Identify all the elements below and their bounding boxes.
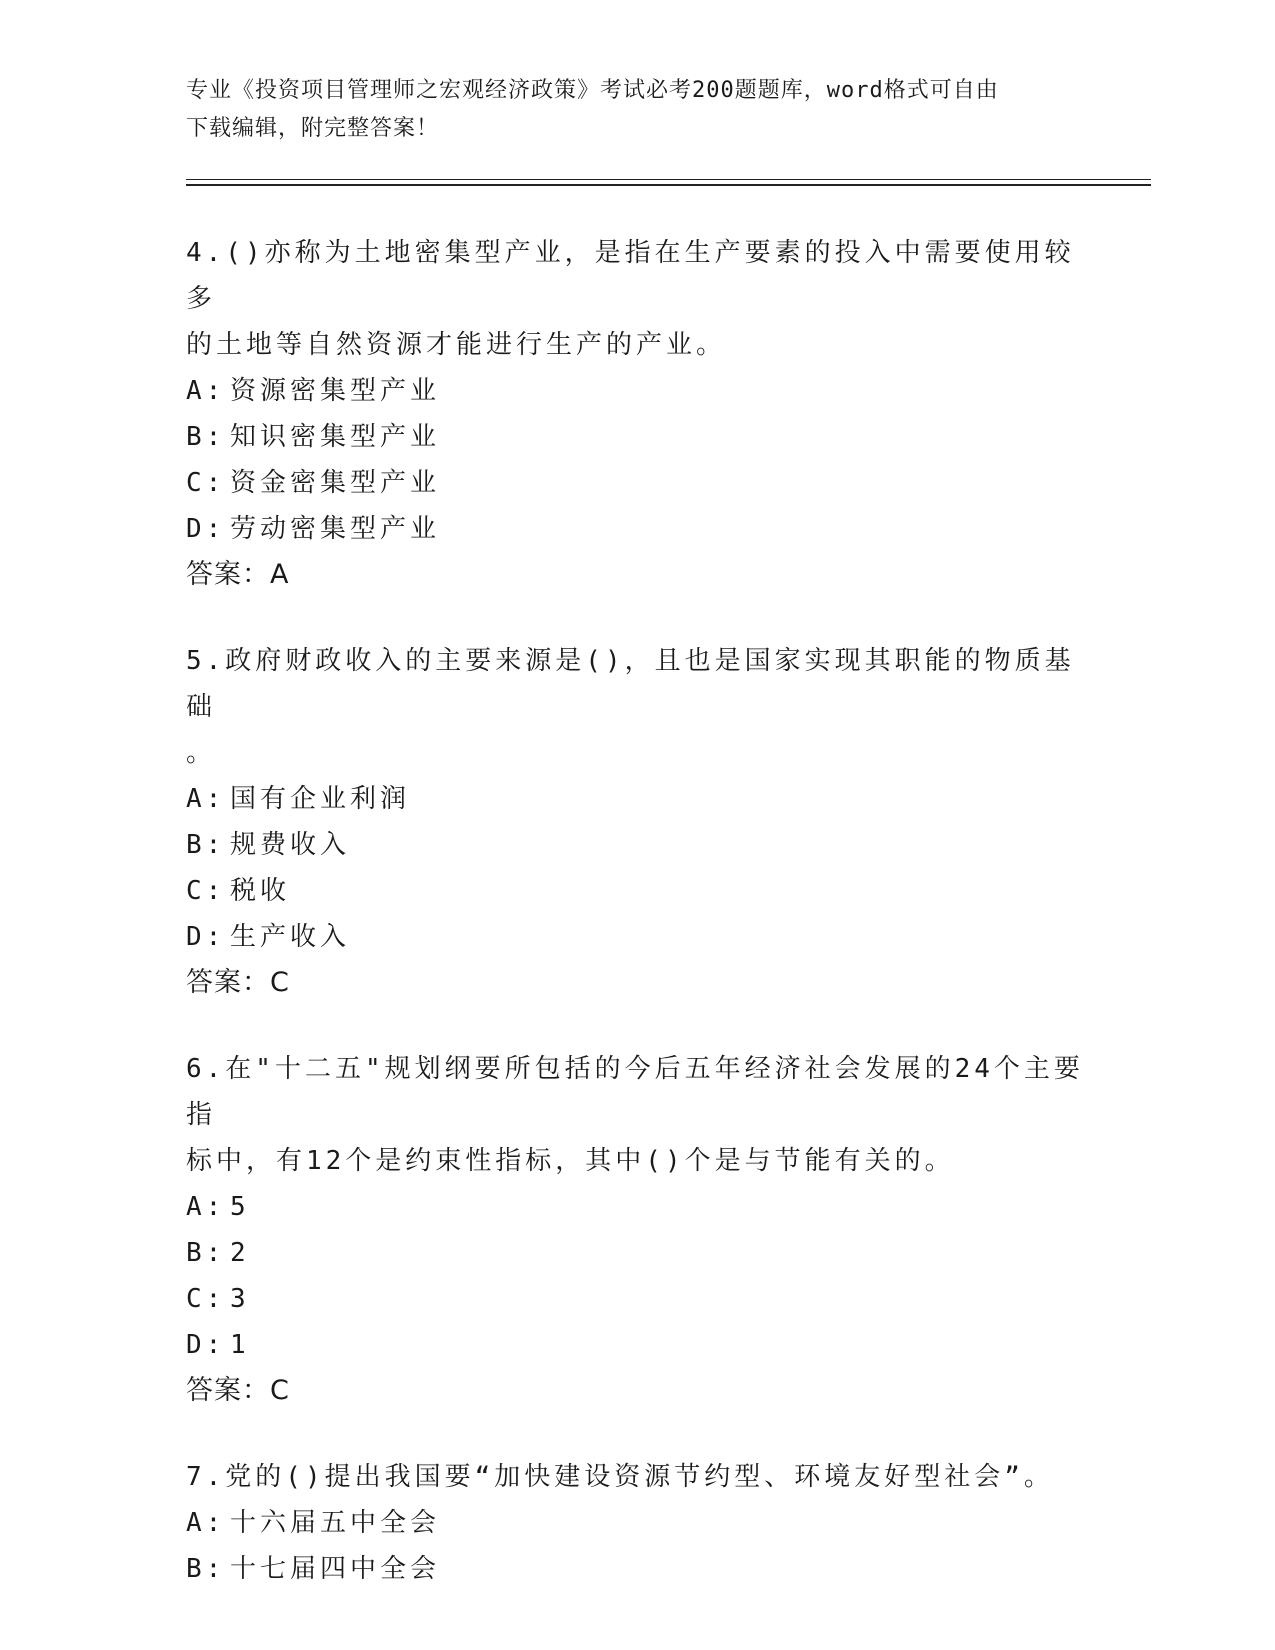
option-c (186, 460, 1086, 506)
option-text: 规费收入 (230, 830, 351, 860)
question-5 (186, 638, 1086, 1006)
question-stem (186, 638, 1086, 776)
option-text: 知识密集型产业 (230, 422, 441, 452)
question-stem (186, 230, 1086, 368)
option-letter: B: (186, 830, 226, 860)
option-letter: A: (186, 1508, 226, 1538)
question-stem-line-1: 4.()亦称为土地密集型产业，是指在生产要素的投入中需要使用较多 (186, 238, 1075, 314)
option-letter: C: (186, 876, 226, 906)
option-letter: D: (186, 1330, 226, 1360)
option-text: 2 (230, 1238, 250, 1268)
document-header (186, 72, 1066, 148)
option-d (186, 1322, 1086, 1368)
option-text: 资金密集型产业 (230, 468, 441, 498)
question-stem (186, 1454, 1086, 1500)
option-b (186, 414, 1086, 460)
option-b (186, 1230, 1086, 1276)
option-letter: D: (186, 922, 226, 952)
header-line-2: 下载编辑，附完整答案！ (186, 116, 440, 141)
option-letter: A: (186, 376, 226, 406)
option-letter: B: (186, 1238, 226, 1268)
question-stem-line-1: 7.党的()提出我国要“加快建设资源节约型、环境友好型社会”。 (186, 1462, 1054, 1492)
question-6 (186, 1046, 1086, 1414)
option-text: 生产收入 (230, 922, 351, 952)
option-text: 3 (230, 1284, 250, 1314)
option-letter: B: (186, 422, 226, 452)
option-letter: A: (186, 784, 226, 814)
question-stem (186, 1046, 1086, 1184)
option-a (186, 1184, 1086, 1230)
answer-line: 答案：A (186, 559, 290, 590)
question-list (186, 230, 1086, 1632)
option-text: 十七届四中全会 (230, 1554, 441, 1584)
option-d (186, 506, 1086, 552)
option-letter: B: (186, 1554, 226, 1584)
header-divider-thick (186, 184, 1151, 186)
option-text: 劳动密集型产业 (230, 514, 441, 544)
option-d (186, 914, 1086, 960)
header-divider-thin (186, 179, 1151, 180)
question-7 (186, 1454, 1086, 1592)
option-text: 税收 (230, 876, 291, 906)
option-b (186, 1546, 1086, 1592)
question-stem-line-2: 标中，有12个是约束性指标，其中()个是与节能有关的。 (186, 1146, 955, 1176)
option-c (186, 868, 1086, 914)
option-text: 资源密集型产业 (230, 376, 441, 406)
question-stem-line-2: 。 (186, 738, 217, 768)
option-letter: D: (186, 514, 226, 544)
question-stem-line-2: 的土地等自然资源才能进行生产的产业。 (186, 330, 727, 360)
option-a (186, 1500, 1086, 1546)
option-letter: C: (186, 468, 226, 498)
header-line-1: 专业《投资项目管理师之宏观经济政策》考试必考200题题库，word格式可自由 (186, 78, 999, 103)
option-letter: A: (186, 1192, 226, 1222)
question-stem-line-1: 5.政府财政收入的主要来源是()，且也是国家实现其职能的物质基础 (186, 646, 1075, 722)
option-a (186, 776, 1086, 822)
option-text: 1 (230, 1330, 250, 1360)
answer-line: 答案：C (186, 967, 290, 998)
option-c (186, 1276, 1086, 1322)
option-letter: C: (186, 1284, 226, 1314)
option-text: 5 (230, 1192, 250, 1222)
answer-line: 答案：C (186, 1375, 290, 1406)
question-4 (186, 230, 1086, 598)
option-text: 十六届五中全会 (230, 1508, 441, 1538)
option-b (186, 822, 1086, 868)
option-a (186, 368, 1086, 414)
option-text: 国有企业利润 (230, 784, 411, 814)
question-stem-line-1: 6.在"十二五"规划纲要所包括的今后五年经济社会发展的24个主要指 (186, 1054, 1084, 1130)
